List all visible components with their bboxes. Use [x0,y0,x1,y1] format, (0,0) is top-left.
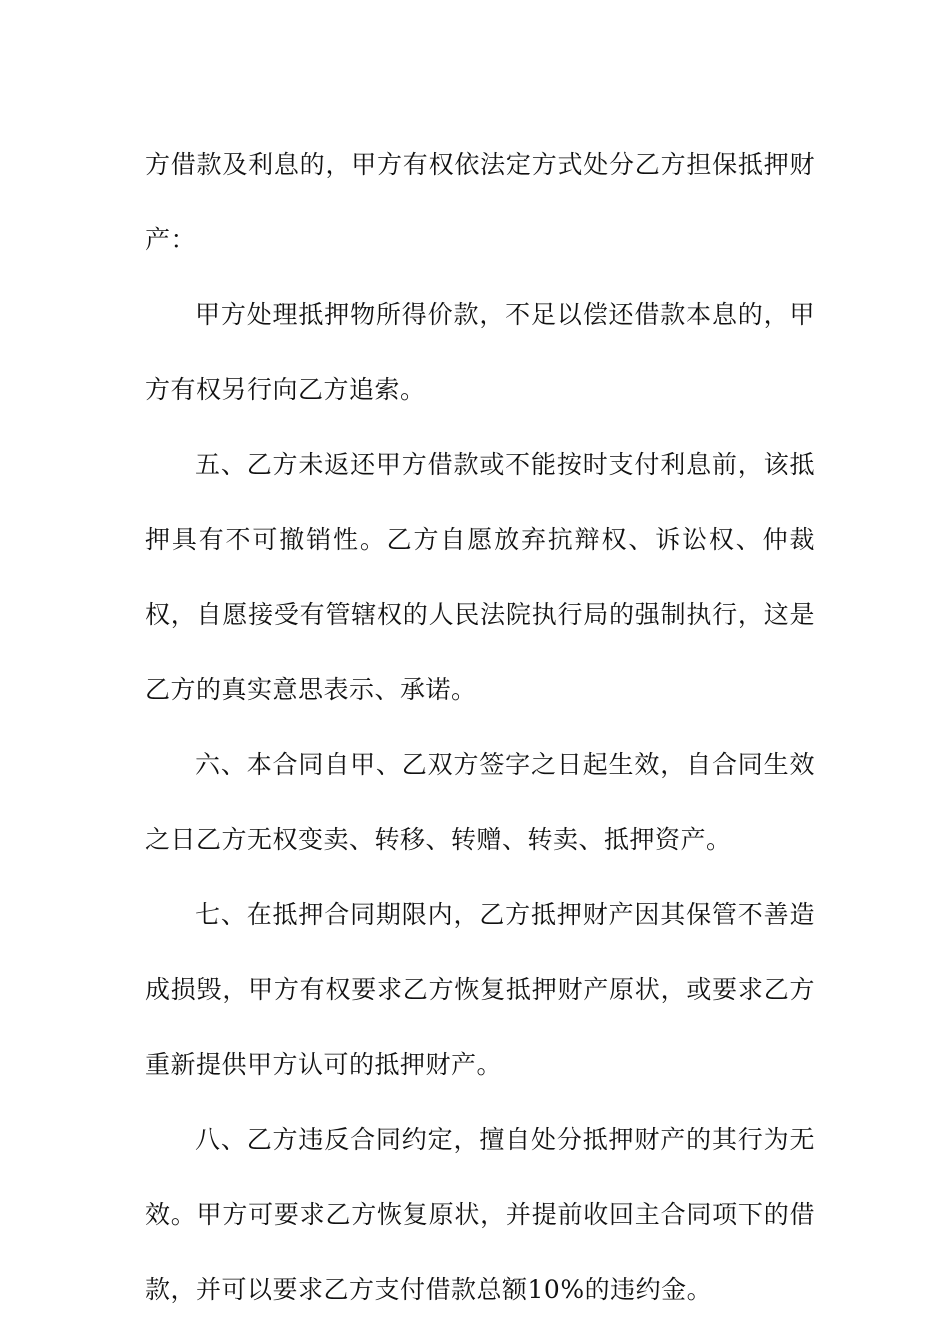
paragraph-clause-7: 七、在抵押合同期限内，乙方抵押财产因其保管不善造成损毁，甲方有权要求乙方恢复抵押财产原状，或要求乙方重新提供甲方认可的抵押财产。 [145,900,815,1079]
paragraph-disposal-shortfall: 甲方处理抵押物所得价款，不足以偿还借款本息的，甲方有权另行向乙方追索。 [145,300,815,404]
paragraph-clause-5: 五、乙方未返还甲方借款或不能按时支付利息前，该抵押具有不可撤销性。乙方自愿放弃抗辩权、诉讼权、仲裁权，自愿接受有管辖权的人民法院执行局的强制执行，这是乙方的真实意思表示、承诺。 [145,450,815,704]
paragraph-continuation: 方借款及利息的，甲方有权依法定方式处分乙方担保抵押财产： [145,150,815,254]
paragraph-clause-8: 八、乙方违反合同约定，擅自处分抵押财产的其行为无效。甲方可要求乙方恢复原状，并提前收回主合同项下的借款，并可以要求乙方支付借款总额10%的违约金。 [145,1125,815,1304]
paragraph-clause-6: 六、本合同自甲、乙双方签字之日起生效，自合同生效之日乙方无权变卖、转移、转赠、转卖、抵押资产。 [145,750,815,854]
document-body [145,127,815,1327]
